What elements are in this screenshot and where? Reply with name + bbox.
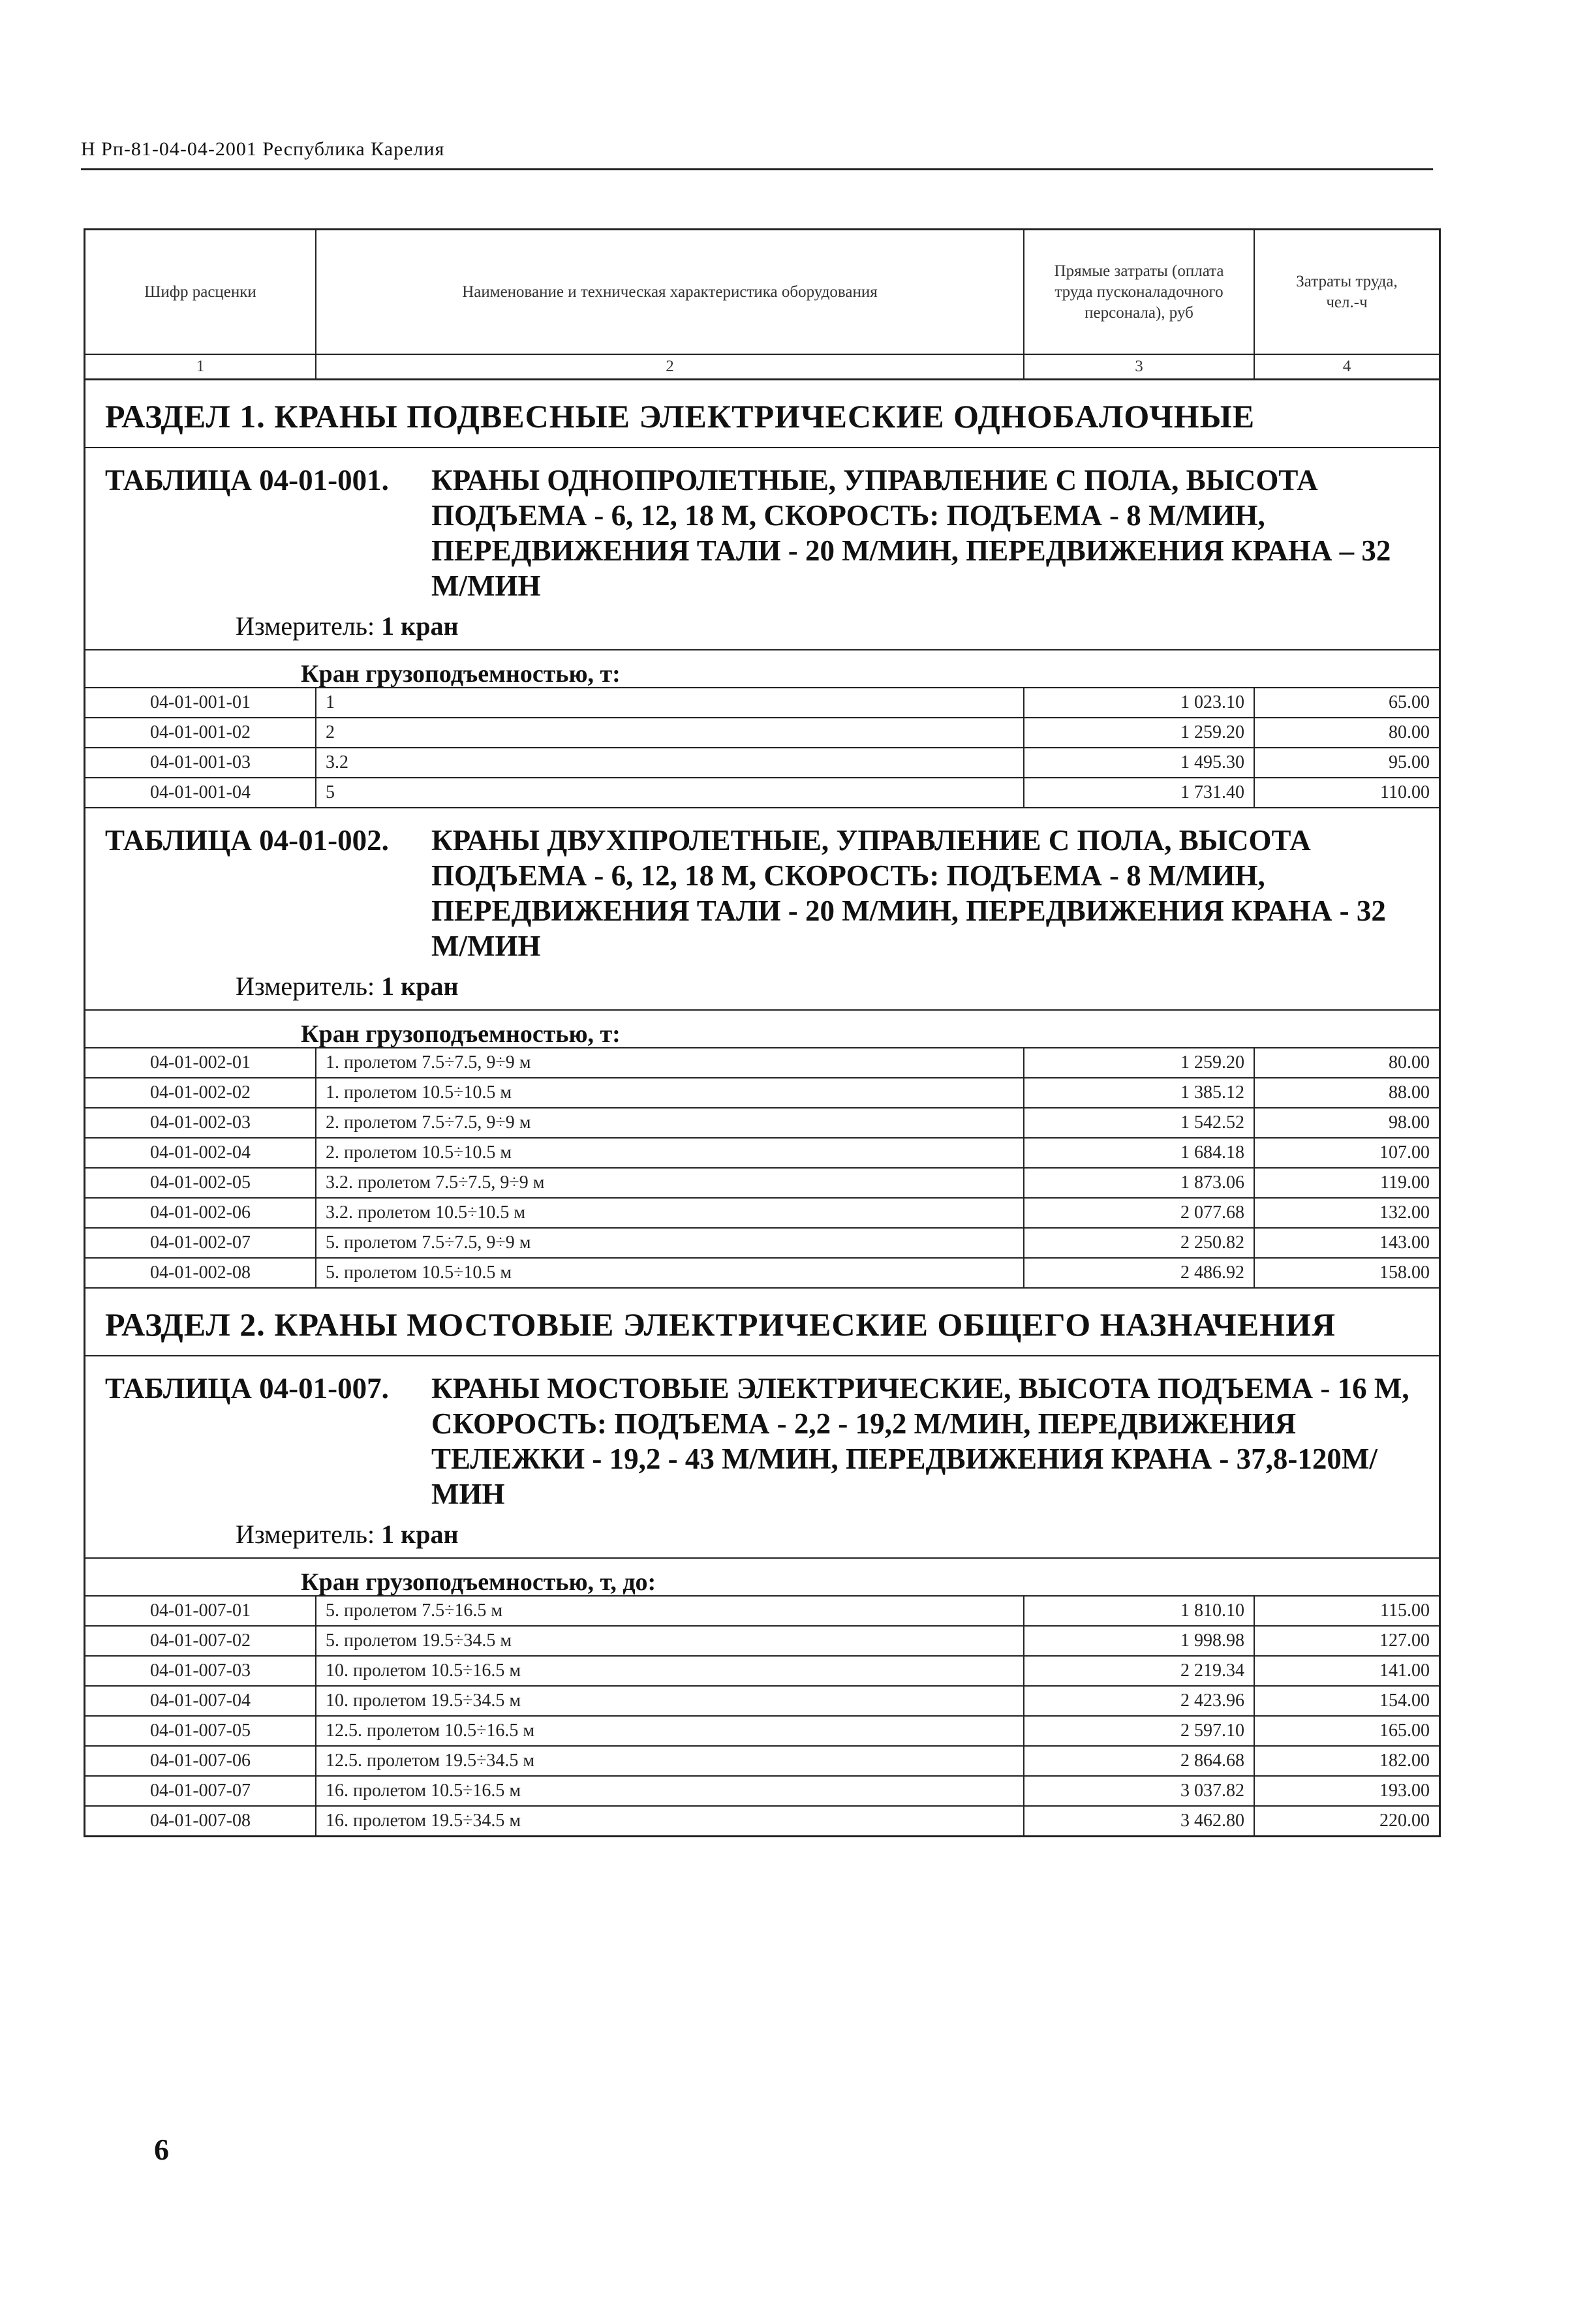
rate-cost: 1 731.40 <box>1024 778 1254 808</box>
column-header-code: Шифр расценки <box>85 230 316 354</box>
rate-code: 04-01-002-03 <box>85 1108 316 1138</box>
rate-cost: 1 873.06 <box>1024 1168 1254 1198</box>
group-header: Кран грузоподъемностью, т: <box>85 1011 1439 1048</box>
measure-label: Измеритель: <box>236 1520 375 1549</box>
measure-value: 1 кран <box>381 611 459 641</box>
table-row <box>85 1686 1439 1716</box>
section-title: РАЗДЕЛ 1. КРАНЫ ПОДВЕСНЫЕ ЭЛЕКТРИЧЕСКИЕ ОДНОБАЛОЧНЫЕ <box>85 380 1439 448</box>
rate-cost: 2 486.92 <box>1024 1258 1254 1288</box>
rate-name: 16. пролетом 19.5÷34.5 м <box>316 1806 1024 1835</box>
section-title: РАЗДЕЛ 2. КРАНЫ МОСТОВЫЕ ЭЛЕКТРИЧЕСКИЕ ОБЩЕГО НАЗНАЧЕНИЯ <box>85 1289 1439 1356</box>
rate-labor: 98.00 <box>1254 1108 1439 1138</box>
rate-code: 04-01-007-05 <box>85 1716 316 1746</box>
table-row <box>85 1597 1439 1626</box>
rate-cost: 1 495.30 <box>1024 748 1254 778</box>
column-number: 4 <box>1254 354 1439 380</box>
measure-line <box>85 1512 1439 1559</box>
rate-table <box>85 448 1439 808</box>
rate-code: 04-01-001-03 <box>85 748 316 778</box>
rate-name: 1. пролетом 10.5÷10.5 м <box>316 1078 1024 1108</box>
sections-container <box>85 380 1439 1835</box>
column-number: 1 <box>85 354 316 380</box>
rate-cost: 1 259.20 <box>1024 718 1254 748</box>
rate-code: 04-01-001-02 <box>85 718 316 748</box>
rate-cost: 1 023.10 <box>1024 688 1254 718</box>
table-title <box>85 1356 1439 1512</box>
rate-cost: 3 462.80 <box>1024 1806 1254 1835</box>
rate-labor: 158.00 <box>1254 1258 1439 1288</box>
rate-code: 04-01-002-05 <box>85 1168 316 1198</box>
rate-name: 3.2 <box>316 748 1024 778</box>
rate-cost: 2 597.10 <box>1024 1716 1254 1746</box>
rate-name: 10. пролетом 10.5÷16.5 м <box>316 1656 1024 1686</box>
rate-code: 04-01-002-08 <box>85 1258 316 1288</box>
rate-name: 5. пролетом 10.5÷10.5 м <box>316 1258 1024 1288</box>
rate-code: 04-01-007-03 <box>85 1656 316 1686</box>
rate-labor: 88.00 <box>1254 1078 1439 1108</box>
rate-name: 2. пролетом 10.5÷10.5 м <box>316 1138 1024 1168</box>
measure-value: 1 кран <box>381 1520 459 1549</box>
rate-labor: 107.00 <box>1254 1138 1439 1168</box>
measure-line <box>85 604 1439 650</box>
rate-cost: 1 684.18 <box>1024 1138 1254 1168</box>
table-row <box>85 1198 1439 1228</box>
page-number: 6 <box>154 2133 169 2166</box>
rate-name: 3.2. пролетом 10.5÷10.5 м <box>316 1198 1024 1228</box>
group-header: Кран грузоподъемностью, т: <box>85 650 1439 688</box>
rate-cost: 2 250.82 <box>1024 1228 1254 1258</box>
rate-table <box>85 1356 1439 1835</box>
measure-value: 1 кран <box>381 971 459 1001</box>
table-row <box>85 1228 1439 1258</box>
rate-labor: 143.00 <box>1254 1228 1439 1258</box>
rate-name: 12.5. пролетом 10.5÷16.5 м <box>316 1716 1024 1746</box>
rate-labor: 65.00 <box>1254 688 1439 718</box>
rate-labor: 193.00 <box>1254 1776 1439 1806</box>
rate-cost: 1 998.98 <box>1024 1626 1254 1656</box>
rate-code: 04-01-002-04 <box>85 1138 316 1168</box>
header-rule <box>81 168 1433 170</box>
table-row <box>85 1108 1439 1138</box>
column-number: 2 <box>316 354 1024 380</box>
rate-code: 04-01-007-04 <box>85 1686 316 1716</box>
rate-rows <box>85 1048 1439 1289</box>
rate-name: 10. пролетом 19.5÷34.5 м <box>316 1686 1024 1716</box>
rate-labor: 110.00 <box>1254 778 1439 808</box>
table-row <box>85 1048 1439 1078</box>
rate-code: 04-01-002-02 <box>85 1078 316 1108</box>
rate-labor: 119.00 <box>1254 1168 1439 1198</box>
rate-cost: 2 077.68 <box>1024 1198 1254 1228</box>
table-title <box>85 808 1439 964</box>
rate-cost: 1 259.20 <box>1024 1048 1254 1078</box>
rate-labor: 141.00 <box>1254 1656 1439 1686</box>
rate-name: 3.2. пролетом 7.5÷7.5, 9÷9 м <box>316 1168 1024 1198</box>
table-row <box>85 1138 1439 1168</box>
table-row <box>85 1656 1439 1686</box>
table-row <box>85 1626 1439 1656</box>
rate-labor: 95.00 <box>1254 748 1439 778</box>
rate-cost: 1 385.12 <box>1024 1078 1254 1108</box>
table-label: ТАБЛИЦА 04-01-001. <box>105 464 389 497</box>
table-row <box>85 718 1439 748</box>
rate-labor: 127.00 <box>1254 1626 1439 1656</box>
rate-name: 1. пролетом 7.5÷7.5, 9÷9 м <box>316 1048 1024 1078</box>
table-row <box>85 1746 1439 1776</box>
rate-code: 04-01-007-01 <box>85 1597 316 1626</box>
rate-labor: 80.00 <box>1254 1048 1439 1078</box>
rate-name: 5. пролетом 7.5÷16.5 м <box>316 1597 1024 1626</box>
rate-code: 04-01-007-02 <box>85 1626 316 1656</box>
document-header: Н Рп-81-04-04-2001 Республика Карелия <box>81 138 445 160</box>
rate-table <box>85 808 1439 1289</box>
rate-name: 16. пролетом 10.5÷16.5 м <box>316 1776 1024 1806</box>
rate-rows <box>85 1597 1439 1835</box>
table-label: ТАБЛИЦА 04-01-007. <box>105 1372 389 1405</box>
rate-labor: 80.00 <box>1254 718 1439 748</box>
table-title <box>85 448 1439 604</box>
rate-code: 04-01-002-01 <box>85 1048 316 1078</box>
rate-labor: 115.00 <box>1254 1597 1439 1626</box>
column-header-name: Наименование и техническая характеристика оборудования <box>316 230 1024 354</box>
rate-cost: 1 810.10 <box>1024 1597 1254 1626</box>
column-header-table <box>85 230 1439 380</box>
price-table <box>84 228 1441 1837</box>
rate-code: 04-01-007-07 <box>85 1776 316 1806</box>
rate-name: 5. пролетом 7.5÷7.5, 9÷9 м <box>316 1228 1024 1258</box>
column-header-cost: Прямые затраты (оплата труда пусконаладочного персонала), руб <box>1024 230 1254 354</box>
rate-name: 5 <box>316 778 1024 808</box>
rate-cost: 2 219.34 <box>1024 1656 1254 1686</box>
table-description: КРАНЫ ОДНОПРОЛЕТНЫЕ, УПРАВЛЕНИЕ С ПОЛА, ВЫСОТА ПОДЪЕМА - 6, 12, 18 М, СКОРОСТЬ: ПОДЪЕМА - 8 М/МИН, ПЕРЕДВИЖЕНИЯ ТАЛИ - 20 М/МИН, ПЕРЕДВИЖЕНИЯ КРАНА – 32 М/МИН <box>431 464 1391 602</box>
rate-cost: 2 864.68 <box>1024 1746 1254 1776</box>
table-row <box>85 1776 1439 1806</box>
group-header: Кран грузоподъемностью, т, до: <box>85 1559 1439 1597</box>
rate-rows <box>85 688 1439 808</box>
rate-code: 04-01-001-04 <box>85 778 316 808</box>
rate-code: 04-01-007-06 <box>85 1746 316 1776</box>
rate-name: 12.5. пролетом 19.5÷34.5 м <box>316 1746 1024 1776</box>
table-row <box>85 1258 1439 1288</box>
table-row <box>85 1078 1439 1108</box>
table-row <box>85 778 1439 808</box>
table-label: ТАБЛИЦА 04-01-002. <box>105 824 389 857</box>
rate-name: 5. пролетом 19.5÷34.5 м <box>316 1626 1024 1656</box>
table-row <box>85 1168 1439 1198</box>
table-row <box>85 1806 1439 1835</box>
table-row <box>85 1716 1439 1746</box>
table-row <box>85 688 1439 718</box>
rate-cost: 1 542.52 <box>1024 1108 1254 1138</box>
rate-cost: 3 037.82 <box>1024 1776 1254 1806</box>
rate-code: 04-01-001-01 <box>85 688 316 718</box>
rate-labor: 132.00 <box>1254 1198 1439 1228</box>
column-header-labor: Затраты труда, чел.-ч <box>1254 230 1439 354</box>
measure-label: Измеритель: <box>236 971 375 1001</box>
measure-line <box>85 964 1439 1011</box>
rate-name: 2 <box>316 718 1024 748</box>
table-description: КРАНЫ МОСТОВЫЕ ЭЛЕКТРИЧЕСКИЕ, ВЫСОТА ПОДЪЕМА - 16 М, СКОРОСТЬ: ПОДЪЕМА - 2,2 - 19,2 М/МИН, ПЕРЕДВИЖЕНИЯ ТЕЛЕЖКИ - 19,2 - 43 М/МИН, ПЕРЕДВИЖЕНИЯ КРАНА - 37,8-120М/МИН <box>431 1372 1409 1510</box>
column-number: 3 <box>1024 354 1254 380</box>
rate-name: 1 <box>316 688 1024 718</box>
rate-labor: 220.00 <box>1379 1811 1430 1831</box>
rate-cost: 2 423.96 <box>1024 1686 1254 1716</box>
rate-labor: 182.00 <box>1254 1746 1439 1776</box>
rate-labor: 154.00 <box>1254 1686 1439 1716</box>
rate-labor: 165.00 <box>1254 1716 1439 1746</box>
measure-label: Измеритель: <box>236 611 375 641</box>
rate-code: 04-01-007-08 <box>85 1806 316 1835</box>
rate-code: 04-01-002-07 <box>85 1228 316 1258</box>
rate-name: 2. пролетом 7.5÷7.5, 9÷9 м <box>316 1108 1024 1138</box>
table-description: КРАНЫ ДВУХПРОЛЕТНЫЕ, УПРАВЛЕНИЕ С ПОЛА, ВЫСОТА ПОДЪЕМА - 6, 12, 18 М, СКОРОСТЬ: ПОДЪЕМА - 8 М/МИН, ПЕРЕДВИЖЕНИЯ ТАЛИ - 20 М/МИН, ПЕРЕДВИЖЕНИЯ КРАНА - 32 М/МИН <box>431 824 1386 962</box>
table-row <box>85 748 1439 778</box>
rate-code: 04-01-002-06 <box>85 1198 316 1228</box>
